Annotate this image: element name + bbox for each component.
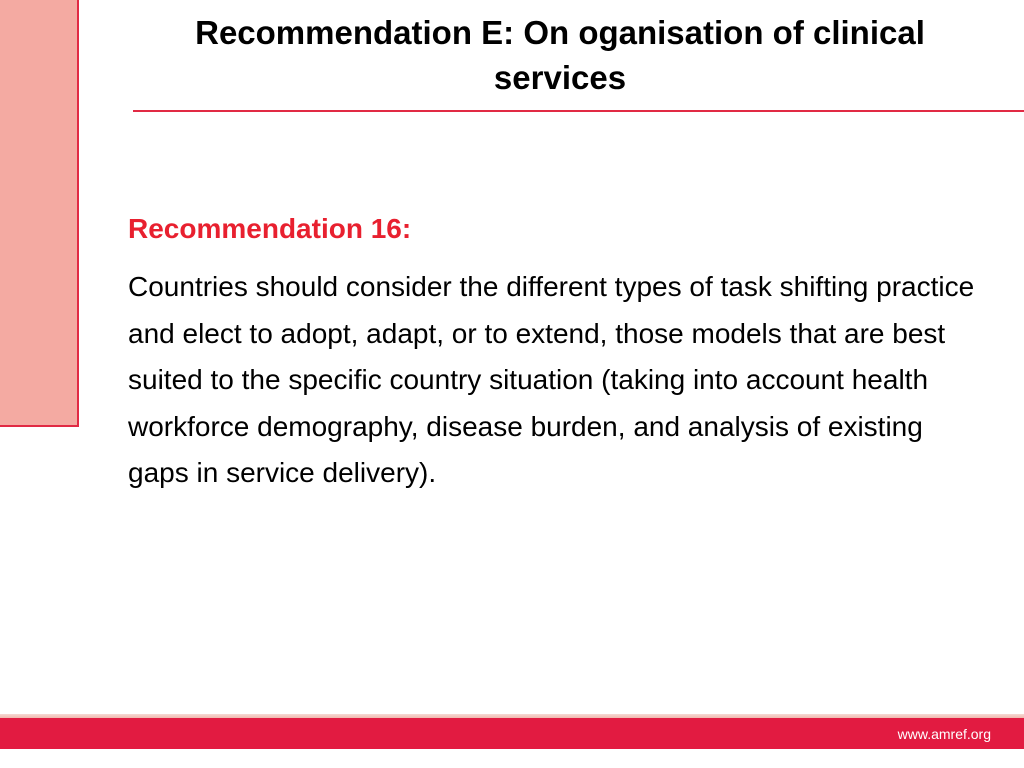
footer-url: www.amref.org [897,726,991,742]
recommendation-body: Countries should consider the different types of task shifting practice and elect to adopt, adapt, or to extend, those models that are best suited to the specific country situation (taking into account health workforce demography, disease burden, and analysis of existing gaps in service delivery). [128,271,975,488]
title-divider [133,110,1024,112]
side-accent-bar [0,0,79,427]
footer-band [0,718,1024,749]
slide-title: Recommendation E: On oganisation of clinical services [195,14,925,96]
recommendation-heading: Recommendation 16: [128,213,412,244]
